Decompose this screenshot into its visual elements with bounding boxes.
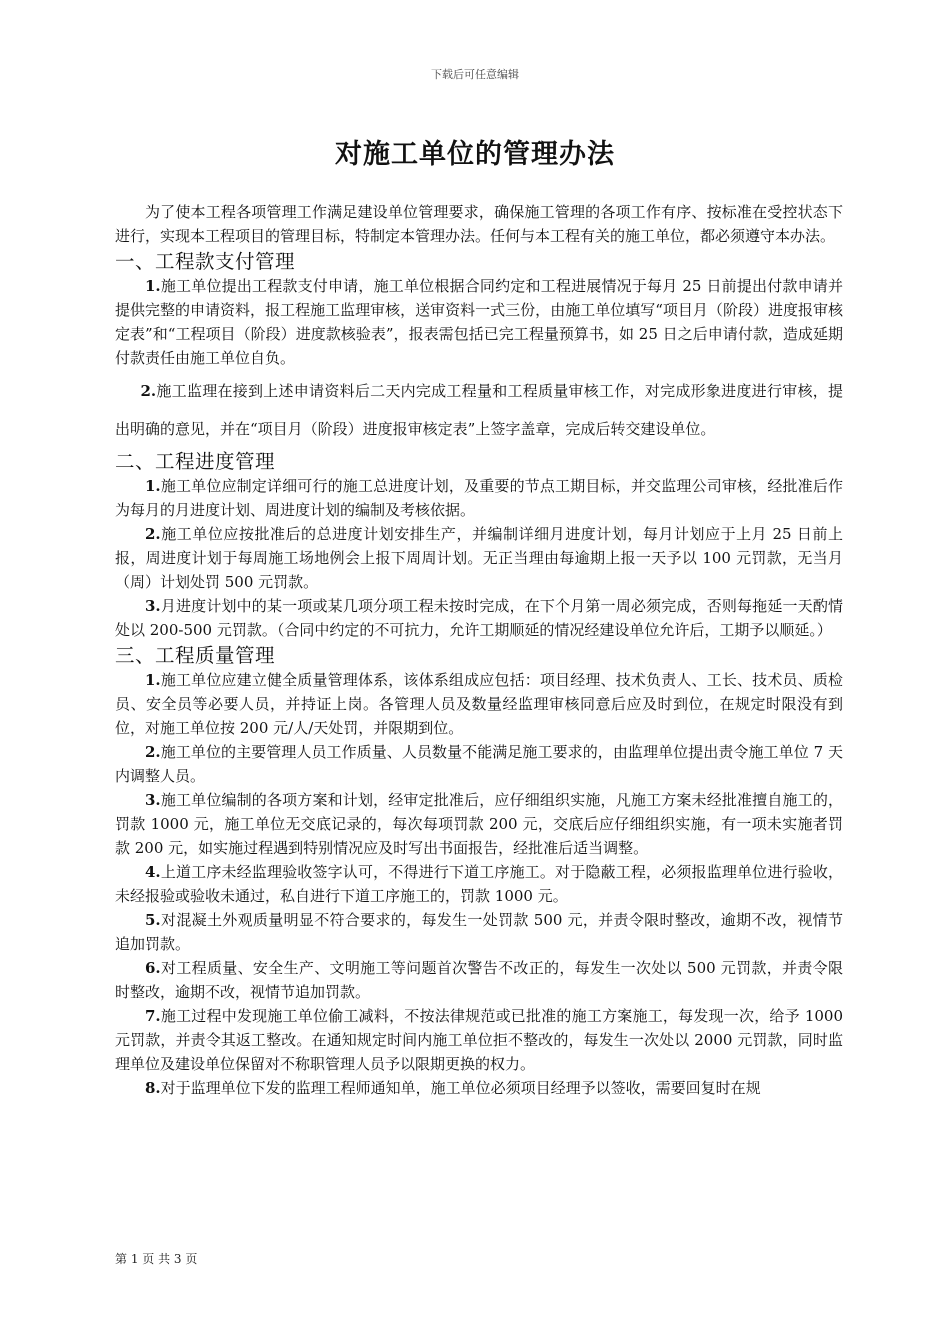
item-number: 5. xyxy=(145,911,161,929)
item-number: 1. xyxy=(145,671,161,689)
document-title: 对施工单位的管理办法 xyxy=(335,139,615,170)
item-number: 1. xyxy=(145,277,161,295)
section-item xyxy=(115,594,843,642)
item-number: 2. xyxy=(140,382,157,400)
item-number: 3. xyxy=(145,597,161,615)
item-number: 3. xyxy=(145,791,161,809)
item-text: 上道工序未经监理验收签字认可，不得进行下道工序施工。对于隐蔽工程，必须报监理单位进行验收，未经报验或验收未通过，私自进行下道工序施工的，罚款 1000 元。 xyxy=(115,863,843,905)
item-text: 施工单位提出工程款支付申请，施工单位根据合同约定和工程进展情况于每月 25 日前提出付款申请并提供完整的申请资料，报工程施工监理审核，送审资料一式三份，由施工单位填写“项目月（阶段）进度报审核定表”和“工程项目（阶段）进度款核验表”，报表需包括已完工程量预算书，如 25 日之后申请付款，造成延期付款责任由施工单位自负。 xyxy=(115,277,843,367)
section-item xyxy=(115,522,843,594)
item-text: 施工单位的主要管理人员工作质量、人员数量不能满足施工要求的，由监理单位提出责令施工单位 7 天内调整人员。 xyxy=(115,743,843,785)
section-item xyxy=(115,956,843,1004)
section-item xyxy=(115,740,843,788)
section-item xyxy=(115,668,843,740)
item-number: 4. xyxy=(145,863,161,881)
item-text: 施工单位应建立健全质量管理体系，该体系组成应包括：项目经理、技术负责人、工长、技术员、质检员、安全员等必要人员，并持证上岗。各管理人员及数量经监理审核同意后应及时到位，在规定时限没有到位，对施工单位按 200 元/人/天处罚，并限期到位。 xyxy=(115,671,843,737)
section-heading-schedule: 二、工程进度管理 xyxy=(115,450,276,473)
item-number: 2. xyxy=(145,525,161,543)
section-item xyxy=(115,1076,843,1100)
item-number: 8. xyxy=(145,1079,161,1097)
section-item xyxy=(115,908,843,956)
intro-paragraph: 为了使本工程各项管理工作满足建设单位管理要求，确保施工管理的各项工作有序、按标准在受控状态下进行，实现本工程项目的管理目标，特制定本管理办法。任何与本工程有关的施工单位，都必须遵守本办法。 xyxy=(115,203,843,245)
item-number: 6. xyxy=(145,959,161,977)
item-number: 1. xyxy=(145,477,161,495)
section-item xyxy=(115,1004,843,1076)
item-text: 月进度计划中的某一项或某几项分项工程未按时完成，在下个月第一周必须完成，否则每拖延一天酌情处以 200-500 元罚款。（合同中约定的不可抗力，允许工期顺延的情况经建设单位允许后，工期予以顺延。） xyxy=(115,597,843,639)
item-text: 对混凝土外观质量明显不符合要求的，每发生一处罚款 500 元，并责令限时整改，逾期不改，视情节追加罚款。 xyxy=(115,911,843,953)
item-text: 对于监理单位下发的监理工程师通知单，施工单位必须项目经理予以签收，需要回复时在规 xyxy=(160,1079,761,1097)
section-heading-payment: 一、工程款支付管理 xyxy=(115,250,296,273)
page-footer: 第 1 页 共 3 页 xyxy=(115,1252,198,1266)
section-item xyxy=(115,474,843,522)
section-item xyxy=(115,372,843,448)
item-number: 7. xyxy=(145,1007,161,1025)
section-item xyxy=(115,788,843,860)
item-text: 施工监理在接到上述申请资料后二天内完成工程量和工程质量审核工作，对完成形象进度进行审核，提出明确的意见，并在“项目月（阶段）进度报审核定表”上签字盖章，完成后转交建设单位。 xyxy=(115,382,843,438)
document-body xyxy=(115,200,843,1100)
item-number: 2. xyxy=(145,743,161,761)
header-note: 下载后可任意编辑 xyxy=(431,68,519,81)
item-text: 施工单位应按批准后的总进度计划安排生产，并编制详细月进度计划，每月计划应于上月 25 日前上报，周进度计划于每周施工场地例会上报下周周计划。无正当理由每逾期上报一天予以 100 元罚款，无当月（周）计划处罚 500 元罚款。 xyxy=(115,525,843,591)
item-text: 施工过程中发现施工单位偷工减料，不按法律规范或已批准的施工方案施工，每发现一次，给予 1000 元罚款，并责令其返工整改。在通知规定时间内施工单位拒不整改的，每发生一次处以 2000 元罚款，同时监理单位及建设单位保留对不称职管理人员予以限期更换的权力。 xyxy=(115,1007,843,1073)
section-heading-quality: 三、工程质量管理 xyxy=(115,644,276,667)
section-item xyxy=(115,860,843,908)
section-item xyxy=(115,274,843,370)
item-text: 施工单位编制的各项方案和计划，经审定批准后，应仔细组织实施，凡施工方案未经批准擅自施工的，罚款 1000 元，施工单位无交底记录的，每次每项罚款 200 元，交底后应仔细组织实施，有一项未实施者罚款 200 元，如实施过程遇到特别情况应及时写出书面报告，经批准后适当调整。 xyxy=(115,791,843,857)
item-text: 施工单位应制定详细可行的施工总进度计划，及重要的节点工期目标，并交监理公司审核，经批准后作为每月的月进度计划、周进度计划的编制及考核依据。 xyxy=(115,477,843,519)
item-text: 对工程质量、安全生产、文明施工等问题首次警告不改正的，每发生一次处以 500 元罚款，并责令限时整改，逾期不改，视情节追加罚款。 xyxy=(115,959,843,1001)
